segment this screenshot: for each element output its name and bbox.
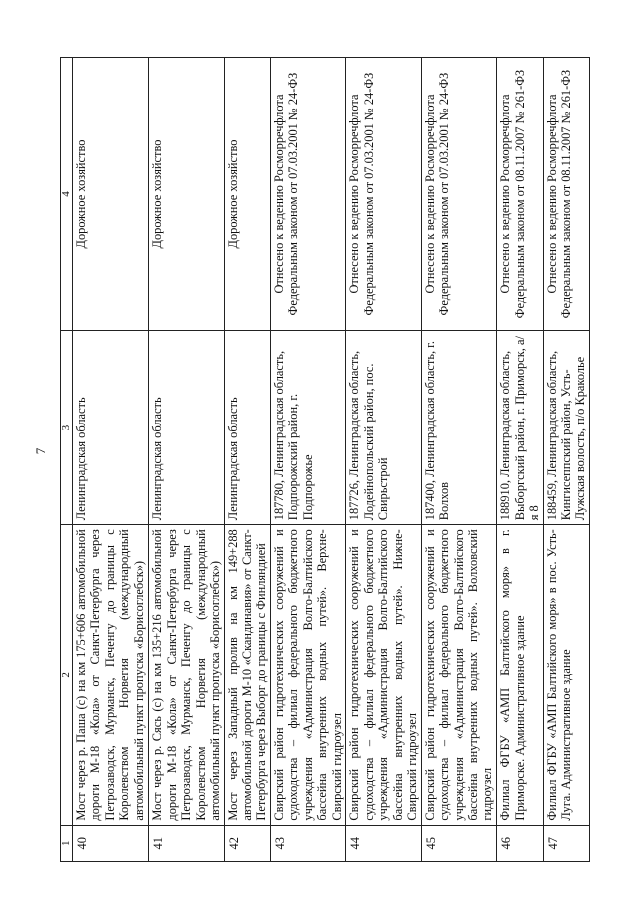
- row-number: 40: [73, 825, 149, 861]
- object-name: Мост через Западный пролив на км 149+288 автомобильной дороги М-10 «Скандинавия» от Санкт-Петербурга через Выборг до границы с Финляндией: [224, 525, 270, 825]
- table-row: [149, 58, 224, 862]
- object-basis: Отнесено к ведению Росморречфлота Федеральным законом от 07.03.2001 № 24-ФЗ: [271, 58, 346, 331]
- row-number: 45: [421, 825, 496, 861]
- object-name: Свирский район гидротехнических сооружений и судоходства – филиал федерального бюджетного учреждения «Администрация Волго-Балтийского бассейна внутренних водных путей». Нижне-Свирский гидроузел: [346, 525, 421, 825]
- object-location: 187726, Ленинградская область, Лодейнопольский район, пос. Свирьстрой: [346, 331, 421, 525]
- row-number: 43: [271, 825, 346, 861]
- object-location: 187780, Ленинградская область, Подпорожский район, г. Подпорожье: [271, 331, 346, 525]
- header-col-4: 4: [61, 58, 73, 331]
- table-row: [346, 58, 421, 862]
- object-basis: Отнесено к ведению Росморречфлота Федеральным законом от 08.11.2007 № 261-ФЗ: [497, 58, 543, 331]
- rotated-page: [60, 57, 590, 862]
- object-name: Мост через р. Сясь (с) на км 135+216 автомобильной дороги М-18 «Кола» от Санкт-Петербурга через Петрозаводск, Мурманск, Печенгу до границы с Королевством Норвегия (международный автомобильный пункт пропуска «Борисоглебск»): [149, 525, 224, 825]
- row-number: 44: [346, 825, 421, 861]
- object-basis: Дорожное хозяйство: [224, 58, 270, 331]
- row-number: 46: [497, 825, 543, 861]
- header-col-3: 3: [61, 331, 73, 525]
- objects-table: [60, 57, 590, 862]
- header-col-2: 2: [61, 525, 73, 825]
- object-location: Ленинградская область: [149, 331, 224, 525]
- object-basis: Отнесено к ведению Росморречфлота Федеральным законом от 07.03.2001 № 24-ФЗ: [421, 58, 496, 331]
- object-location: 187400, Ленинградская область, г. Волхов: [421, 331, 496, 525]
- object-name: Свирский район гидротехнических сооружений и судоходства – филиал федерального бюджетного учреждения «Администрация Волго-Балтийского бассейна внутренних водных путей». Верхне-Свирский гидроузел: [271, 525, 346, 825]
- row-number: 41: [149, 825, 224, 861]
- header-row: [61, 58, 73, 862]
- table-row: [497, 58, 543, 862]
- header-col-1: 1: [61, 825, 73, 861]
- object-name: Мост через р. Паша (с) на км 175+606 автомобильной дороги М-18 «Кола» от Санкт-Петербурга через Петрозаводск, Мурманск, Печенгу до границы с Королевством Норвегия (международный автомобильный пункт пропуска «Борисоглебск»): [73, 525, 149, 825]
- object-basis: Отнесено к ведению Росморречфлота Федеральным законом от 08.11.2007 № 261-ФЗ: [543, 58, 590, 331]
- object-location: Ленинградская область: [224, 331, 270, 525]
- object-basis: Дорожное хозяйство: [73, 58, 149, 331]
- object-location: 188910, Ленинградская область, Выборгский район, г. Приморск, а/я 8: [497, 331, 543, 525]
- object-basis: Отнесено к ведению Росморречфлота Федеральным законом от 07.03.2001 № 24-ФЗ: [346, 58, 421, 331]
- page-number: 7: [33, 447, 48, 455]
- object-location: 188459, Ленинградская область, Кингисеппский район, Усть-Лужская волость, п/о Краколье: [543, 331, 590, 525]
- object-name: Филиал ФГБУ «АМП Балтийского моря» в г. Приморске. Административное здание: [497, 525, 543, 825]
- row-number: 47: [543, 825, 590, 861]
- table-row: [224, 58, 270, 862]
- table-row: [543, 58, 590, 862]
- row-number: 42: [224, 825, 270, 861]
- table-row: [271, 58, 346, 862]
- object-location: Ленинградская область: [73, 331, 149, 525]
- object-name: Свирский район гидротехнических сооружений и судоходства – филиал федерального бюджетного учреждения «Администрация Волго-Балтийского бассейна внутренних водных путей». Волховский гидроузел: [421, 525, 496, 825]
- object-basis: Дорожное хозяйство: [149, 58, 224, 331]
- table-row: [421, 58, 496, 862]
- table-row: [73, 58, 149, 862]
- object-name: Филиал ФГБУ «АМП Балтийского моря» в пос. Усть-Луга. Административное здание: [543, 525, 590, 825]
